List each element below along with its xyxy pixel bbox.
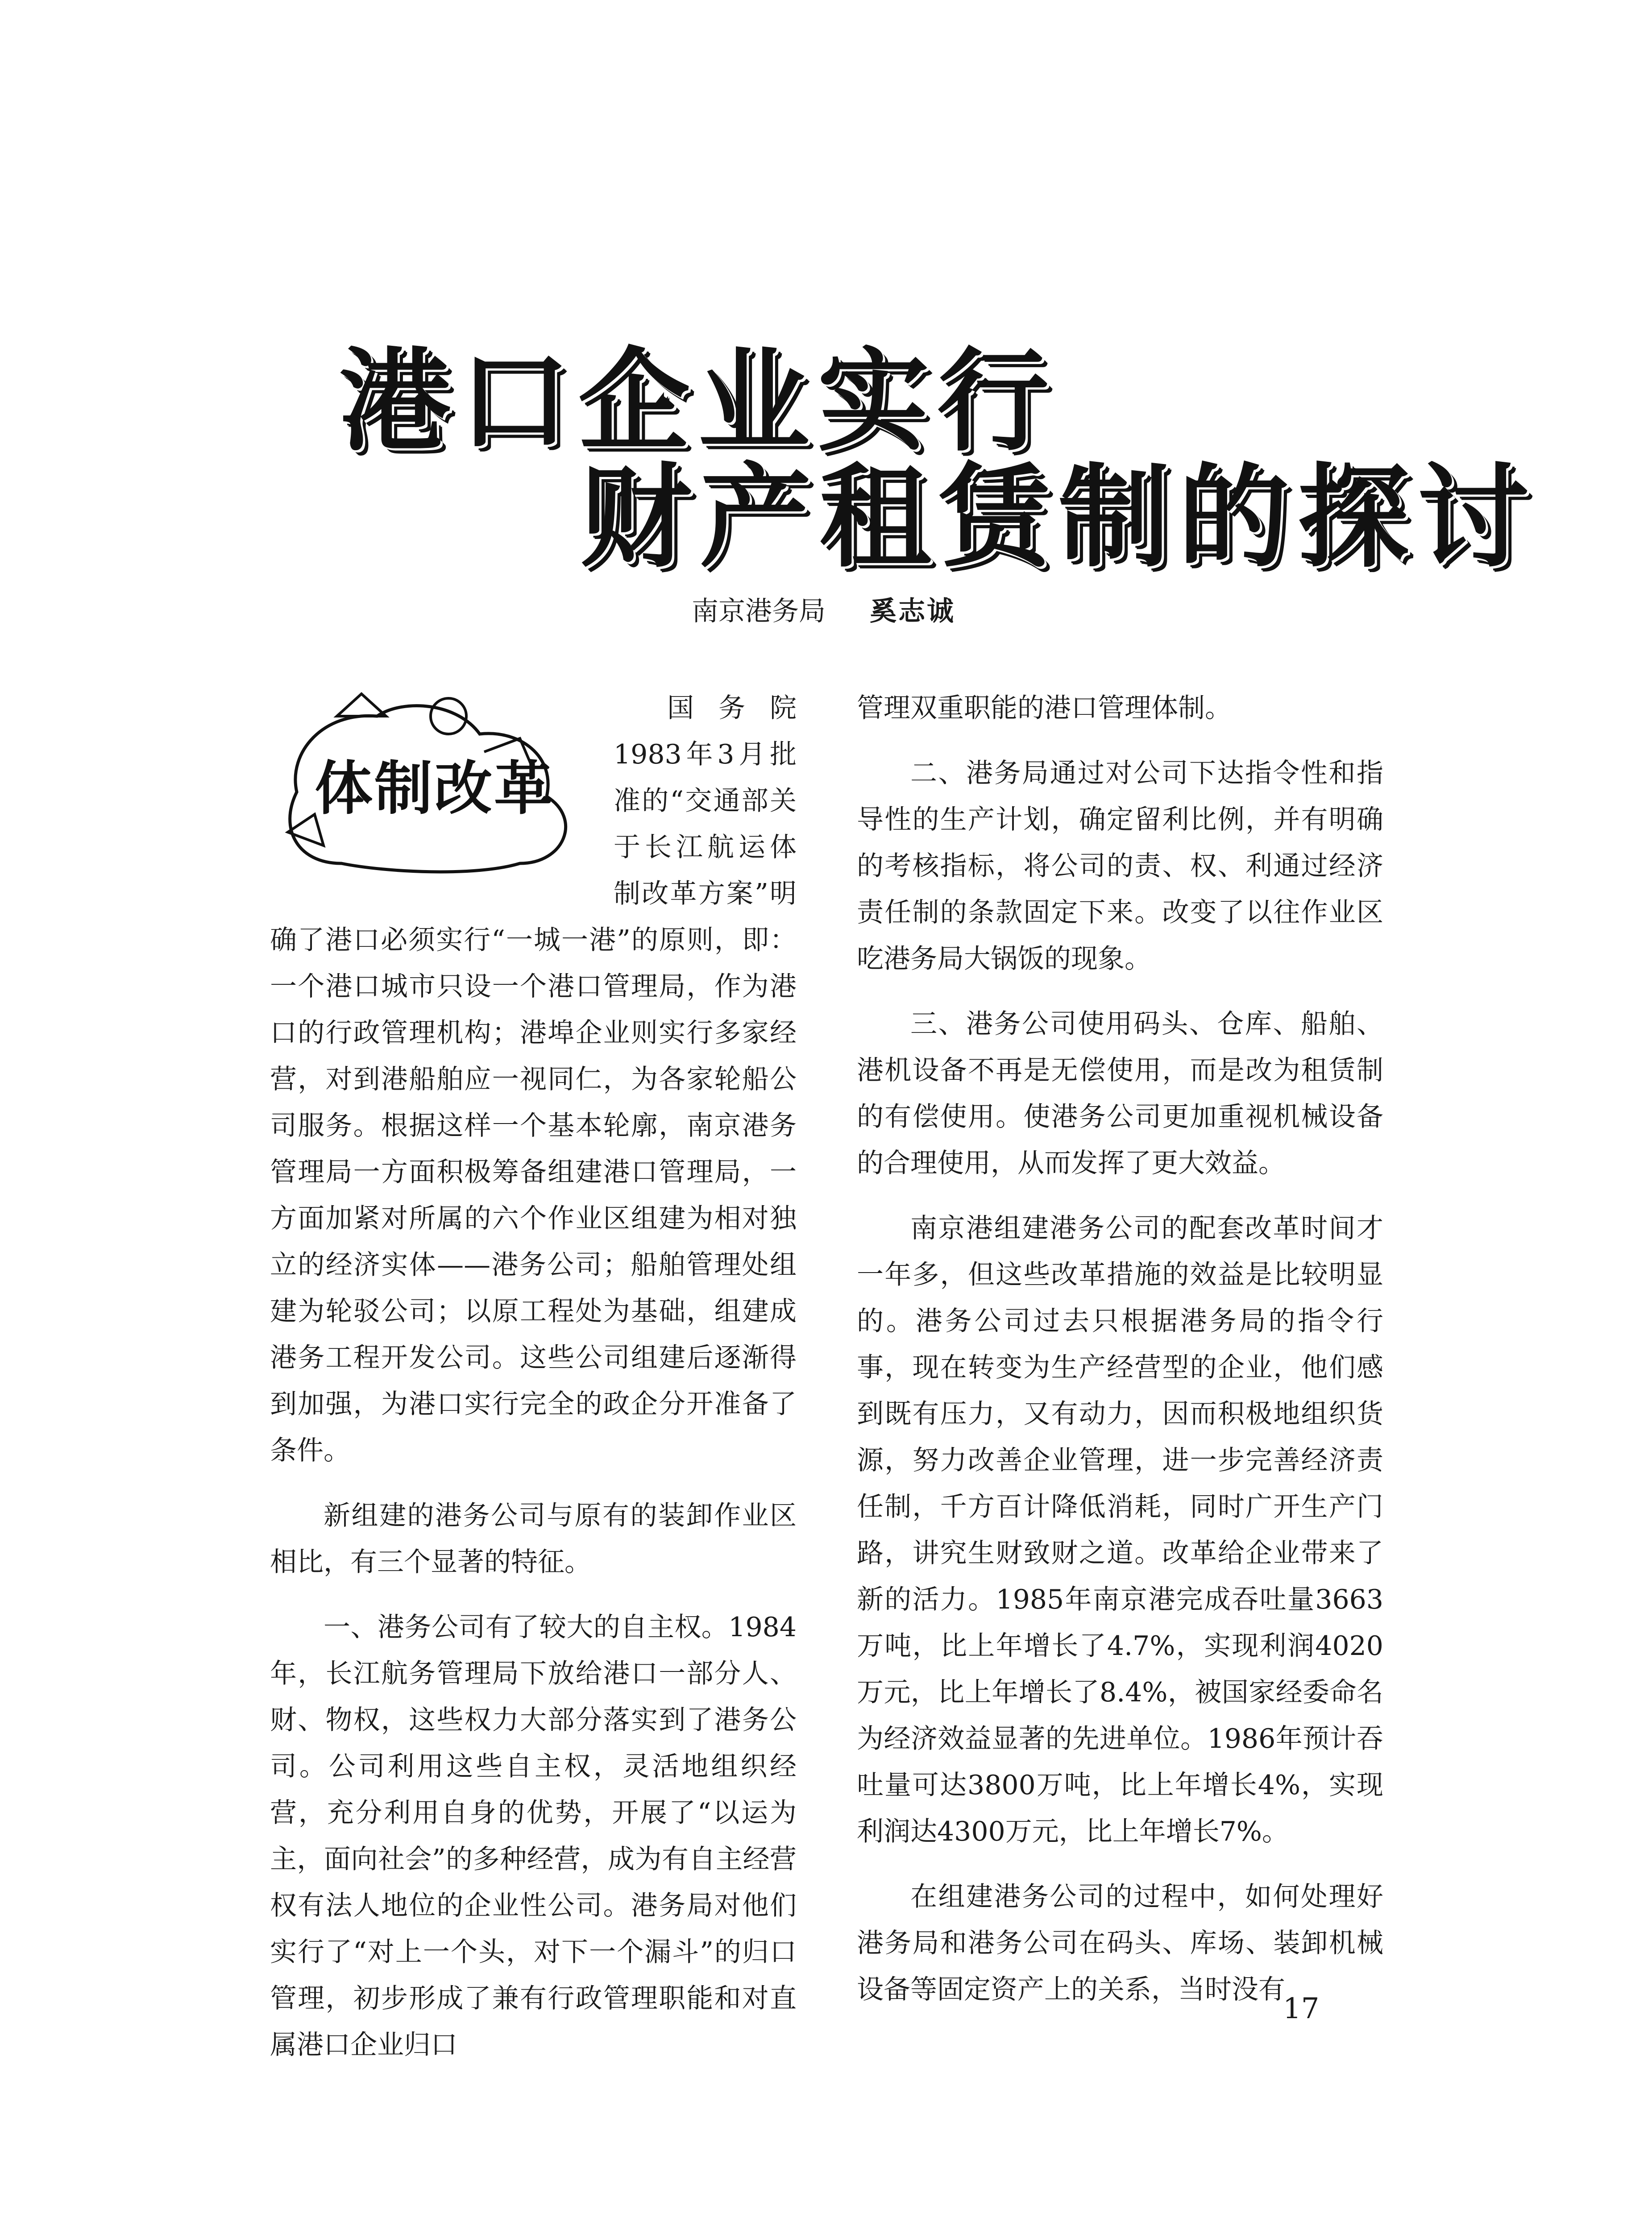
paragraph: 管理双重职能的港口管理体制。 [857, 693, 1232, 724]
left-column [270, 685, 797, 2087]
paragraph: 三、港务公司使用码头、仓库、船舶、港机设备不再是无偿使用，而是改为租赁制的有偿使用。使港务公司更加重视机械设备的合理使用，从而发挥了更大效益。 [857, 1008, 1383, 1179]
page-number: 17 [1283, 1992, 1320, 2025]
paragraph: 国务院1983年3月批准的“交通部关于长江航运体制改革方案”明确了港口必须实行“一城一港”的原则，即：一个港口城市只设一个港口管理局，作为港口的行政管理机构；港埠企业则实行多家经营，对到港船舶应一视同仁，为各家轮船公司服务。根据这样一个基本轮廓，南京港务管理局一方面积极筹备组建港口管理局，一方面加紧对所属的六个作业区组建为相对独立的经济实体——港务公司；船舶管理处组建为轮驳公司；以原工程处为基础，组建成港务工程开发公司。这些公司组建后逐渐得到加强，为港口实行完全的政企分开准备了条件。 [270, 693, 797, 1466]
paragraph: 在组建港务公司的过程中，如何处理好港务局和港务公司在码头、库场、装卸机械设备等固定资产上的关系，当时没有 [857, 1881, 1383, 2005]
paragraph: 新组建的港务公司与原有的装卸作业区相比，有三个显著的特征。 [270, 1500, 797, 1578]
author-organization: 南京港务局 [692, 596, 826, 627]
paragraph: 二、港务局通过对公司下达指令性和指导性的生产计划，确定留利比例，并有明确的考核指标，将公司的责、权、利通过经济责任制的条款固定下来。改变了以往作业区吃港务局大锅饭的现象。 [857, 758, 1383, 975]
author-name: 奚志诚 [870, 596, 956, 627]
emblem-label: 体制改革 [315, 755, 554, 822]
paragraph: 南京港组建港务公司的配套改革时间才一年多，但这些改革措施的效益是比较明显的。港务公司过去只根据港务局的指令行事，现在转变为生产经营型的企业，他们感到既有压力，又有动力，因而积极地组织货源，努力改善企业管理，进一步完善经济责任制，千方百计降低消耗，同时广开生产门路，讲究生财致财之道。改革给企业带来了新的活力。1985年南京港完成吞吐量3663万吨，比上年增长了4.7%，实现利润4020万元，比上年增长了8.4%，被国家经委命名为经济效益显著的先进单位。1986年预计吞吐量可达3800万吨，比上年增长4%，实现利润达4300万元，比上年增长7%。 [857, 1213, 1383, 1847]
byline [692, 593, 955, 629]
title-line-2: 财产租赁制的探讨 [580, 452, 1537, 582]
right-column [857, 685, 1383, 2032]
section-emblem [270, 685, 600, 881]
paragraph: 一、港务公司有了较大的自主权。1984年，长江航务管理局下放给港口一部分人、财、物权，这些权力大部分落实到了港务公司。公司利用这些自主权，灵活地组织经营，充分利用自身的优势，开展了“以运为主，面向社会”的多种经营，成为有自主经营权有法人地位的企业性公司。港务局对他们实行了“对上一个头，对下一个漏斗”的归口管理，初步形成了兼有行政管理职能和对直属港口企业归口 [270, 1612, 797, 2061]
title-line-1: 港口企业实行 [339, 336, 1057, 466]
